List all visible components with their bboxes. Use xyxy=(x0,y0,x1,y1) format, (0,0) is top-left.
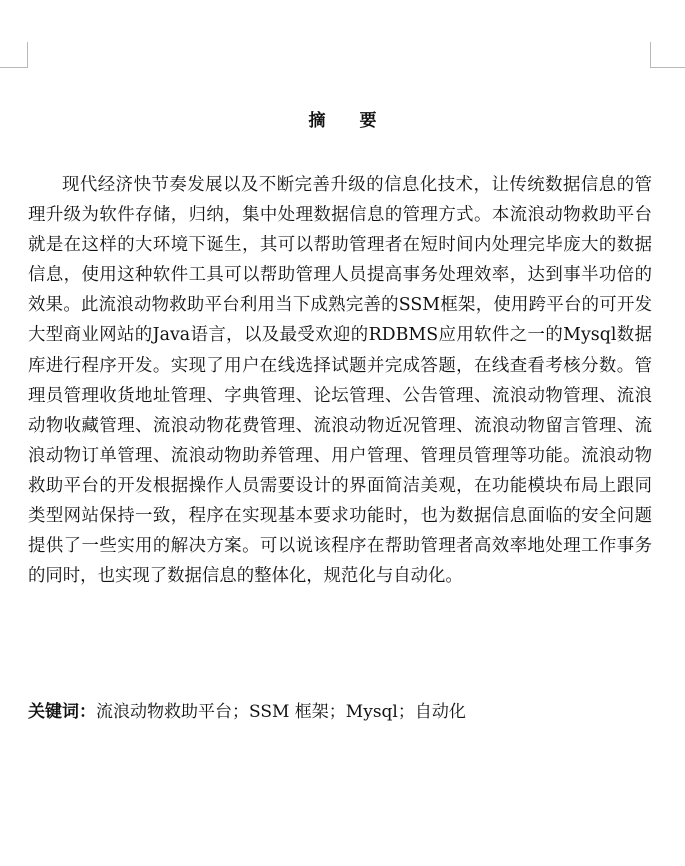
crop-mark-top-left-horizontal xyxy=(0,67,27,68)
abstract-title: 摘 要 xyxy=(308,111,391,131)
keywords-label: 关键词： xyxy=(28,702,96,722)
crop-mark-top-right-vertical xyxy=(650,42,651,68)
crop-mark-top-right-horizontal xyxy=(651,67,685,68)
keywords-line xyxy=(28,698,652,726)
abstract-body: 现代经济快节奏发展以及不断完善升级的信息化技术，让传统数据信息的管理升级为软件存储，归纳，集中处理数据信息的管理方式。本流浪动物救助平台就是在这样的大环境下诞生，其可以帮助管理者在短时间内处理完毕庞大的数据信息，使用这种软件工具可以帮助管理人员提高事务处理效率，达到事半功倍的效果。此流浪动物救助平台利用当下成熟完善的SSM框架，使用跨平台的可开发大型商业网站的Java语言，以及最受欢迎的RDBMS应用软件之一的Mysql数据库进行程序开发。实现了用户在线选择试题并完成答题，在线查看考核分数。管理员管理收货地址管理、字典管理、论坛管理、公告管理、流浪动物管理、流浪动物收藏管理、流浪动物花费管理、流浪动物近况管理、流浪动物留言管理、流浪动物订单管理、流浪动物助养管理、用户管理、管理员管理等功能。流浪动物救助平台的开发根据操作人员需要设计的界面简洁美观，在功能模块布局上跟同类型网站保持一致，程序在实现基本要求功能时，也为数据信息面临的安全问题提供了一些实用的解决方案。可以说该程序在帮助管理者高效率地处理工作事务的同时，也实现了数据信息的整体化，规范化与自动化。 xyxy=(28,175,652,587)
crop-mark-top-left-vertical xyxy=(27,42,28,68)
keywords-value: 流浪动物救助平台；SSM 框架；Mysql；自动化 xyxy=(96,702,466,722)
